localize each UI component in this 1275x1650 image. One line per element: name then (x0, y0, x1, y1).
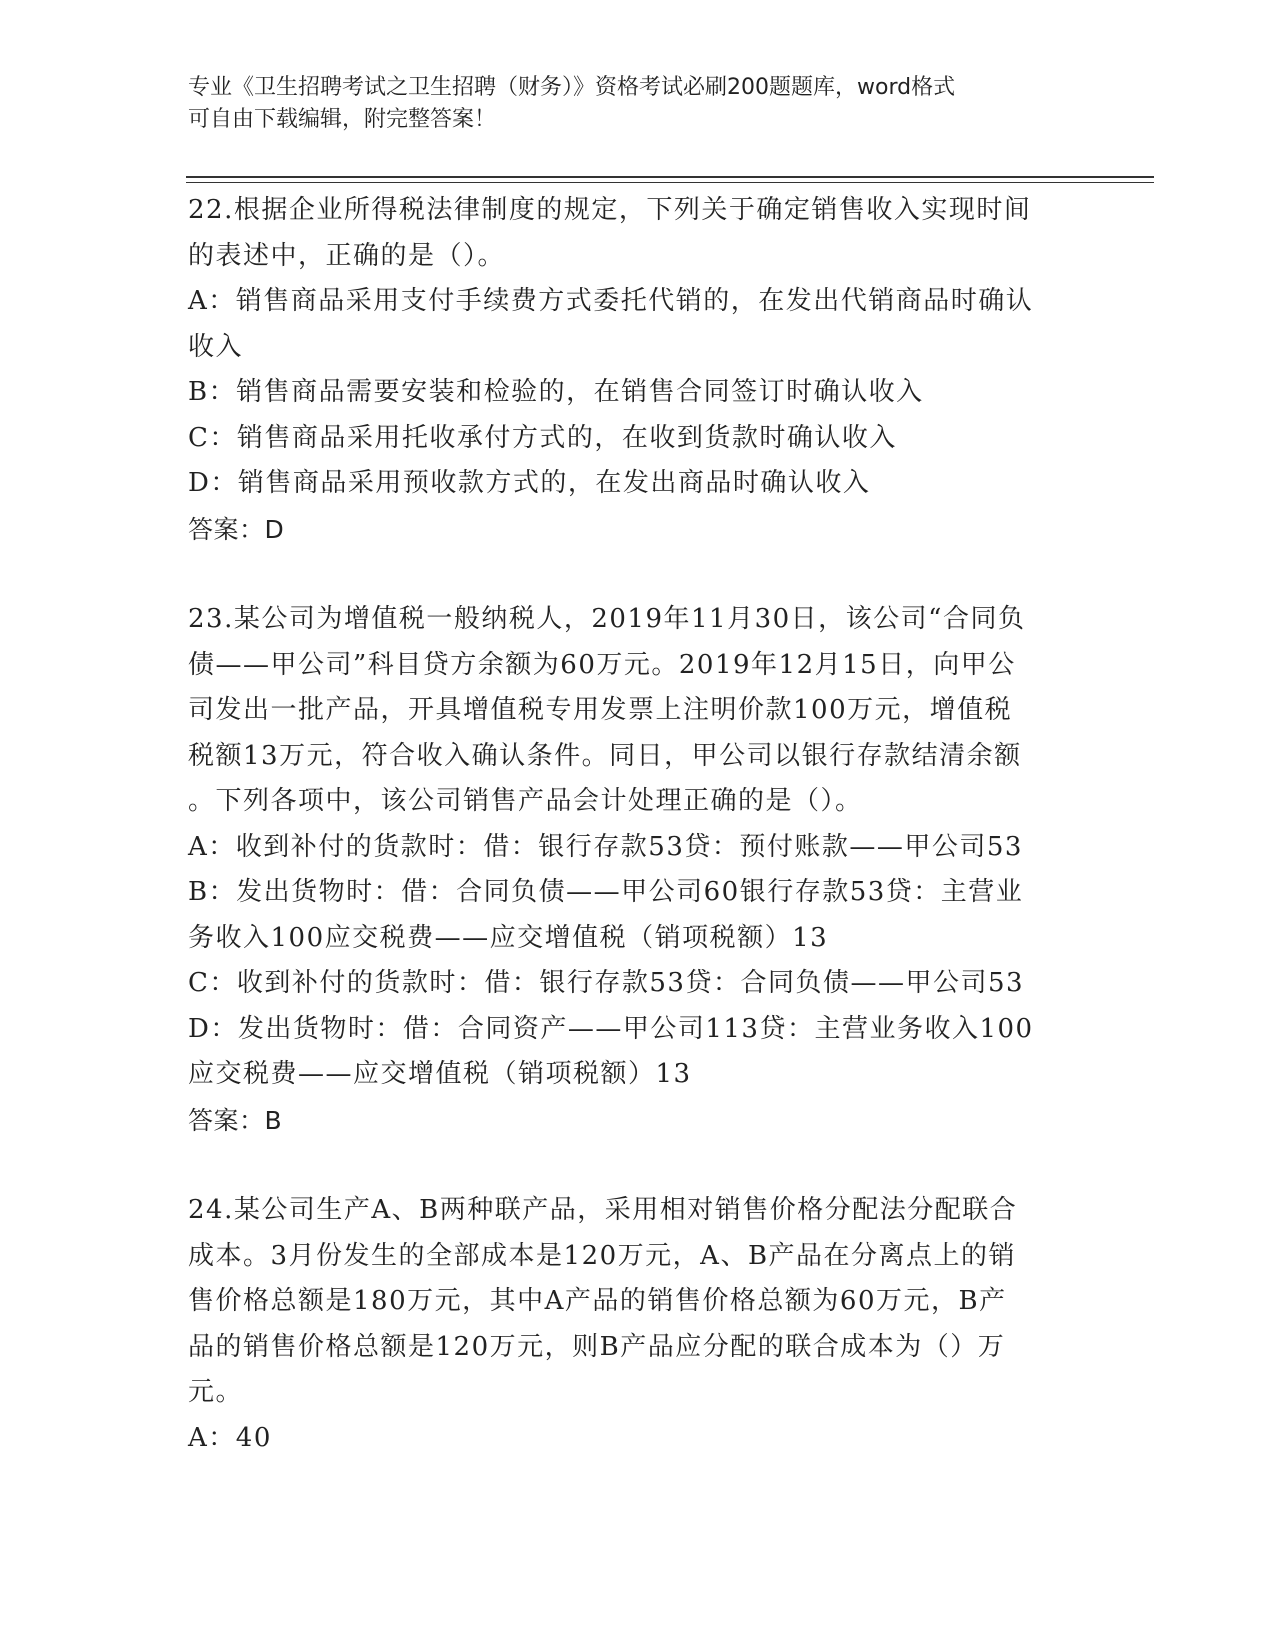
question-24 (188, 1188, 1088, 1461)
question-23-answer: 答案：B (188, 1105, 283, 1135)
question-22-option-d: D：销售商品采用预收款方式的，在发出商品时确认收入 (188, 468, 871, 498)
question-23-stem-line-3: 司发出一批产品，开具增值税专用发票上注明价款100万元，增值税 (188, 695, 1013, 725)
question-23-option-d: D：发出货物时：借：合同资产——甲公司113贷：主营业务收入100 (188, 1013, 1034, 1044)
question-23-stem-line-5: 。下列各项中，该公司销售产品会计处理正确的是（）。 (188, 786, 863, 816)
question-spacer (188, 552, 1088, 597)
question-spacer (188, 1143, 1088, 1188)
question-23-option-c: C：收到补付的货款时：借：银行存款53贷：合同负债——甲公司53 (188, 968, 1025, 998)
question-22 (188, 188, 1088, 552)
question-24-stem-line-3: 售价格总额是180万元，其中A产品的销售价格总额为60万元，B产 (188, 1286, 1007, 1316)
question-22-option-c: C：销售商品采用托收承付方式的，在收到货款时确认收入 (188, 422, 897, 453)
question-23-stem-line-2: 债——甲公司”科目贷方余额为60万元。2019年12月15日，向甲公 (188, 649, 1016, 680)
question-23 (188, 597, 1088, 1143)
question-24-stem-line-4: 品的销售价格总额是120万元，则B产品应分配的联合成本为（）万 (188, 1331, 1006, 1362)
question-22-option-b: B：销售商品需要安装和检验的，在销售合同签订时确认收入 (188, 377, 924, 407)
question-22-stem-line-1: 22.根据企业所得税法律制度的规定，下列关于确定销售收入实现时间 (188, 195, 1032, 225)
question-23-option-b: B：发出货物时：借：合同负债——甲公司60银行存款53贷：主营业 (188, 877, 1024, 907)
header-divider-thin (186, 182, 1154, 183)
question-23-option-a: A：收到补付的货款时：借：银行存款53贷：预付账款——甲公司53 (188, 831, 1023, 862)
question-23-option-b-cont: 务收入100应交税费——应交增值税（销项税额）13 (188, 922, 829, 953)
header-line: 可自由下载编辑，附完整答案！ (188, 107, 497, 132)
question-23-stem-line-4: 税额13万元，符合收入确认条件。同日，甲公司以银行存款结清余额 (188, 740, 1022, 771)
question-24-option-a: A：40 (188, 1422, 272, 1453)
question-23-option-d-cont: 应交税费——应交增值税（销项税额）13 (188, 1059, 692, 1089)
question-22-option-a-cont: 收入 (188, 331, 244, 362)
question-24-stem-line-5: 元。 (188, 1377, 244, 1407)
question-list (188, 188, 1088, 1461)
header-divider-thick (186, 176, 1154, 178)
question-22-answer: 答案：D (188, 514, 285, 544)
document-header (188, 72, 1088, 136)
header-line: 专业《卫生招聘考试之卫生招聘（财务）》资格考试必刷200题题库，word格式 (188, 75, 956, 100)
question-22-stem-line-2: 的表述中，正确的是（）。 (188, 240, 506, 271)
question-22-option-a: A：销售商品采用支付手续费方式委托代销的，在发出代销商品时确认 (188, 286, 1034, 316)
question-24-stem-line-1: 24.某公司生产A、B两种联产品，采用相对销售价格分配法分配联合 (188, 1195, 1018, 1225)
question-23-stem-line-1: 23.某公司为增值税一般纳税人，2019年11月30日，该公司“合同负 (188, 604, 1026, 634)
question-24-stem-line-2: 成本。3月份发生的全部成本是120万元，A、B产品在分离点上的销 (188, 1240, 1017, 1271)
